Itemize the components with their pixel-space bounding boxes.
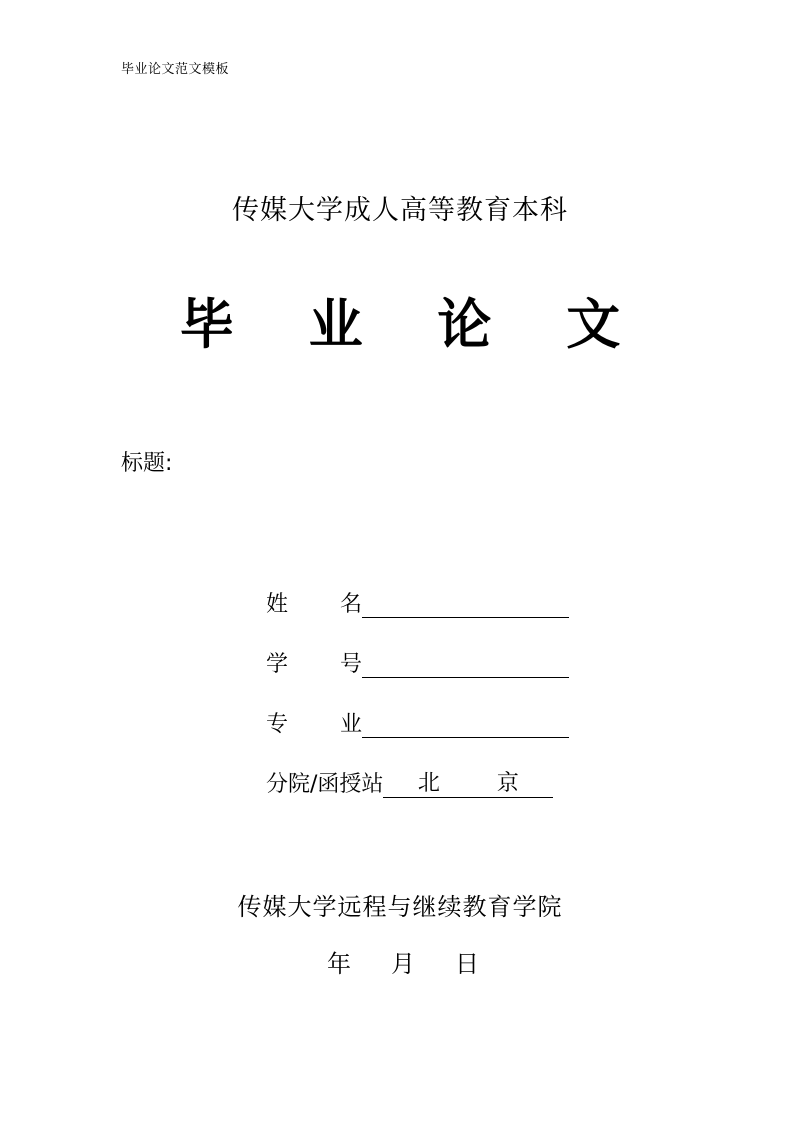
branch-row [266, 766, 553, 798]
subject-label: 标题: [121, 451, 173, 476]
date-line [327, 944, 479, 979]
major-field[interactable] [362, 709, 569, 738]
day-label: 日 [455, 950, 479, 978]
university-line: 传媒大学成人高等教育本科 [232, 195, 568, 226]
major-label-char1: 专 [266, 712, 289, 737]
student-id-field[interactable] [362, 649, 569, 678]
month-label: 月 [391, 950, 415, 978]
student-id-row [266, 646, 569, 678]
year-label: 年 [327, 950, 351, 978]
branch-field[interactable] [383, 770, 553, 798]
name-label-char1: 姓 [266, 592, 289, 617]
branch-value-char1: 北 [417, 771, 440, 796]
branch-label: 分院/函授站 [266, 772, 384, 797]
major-label-char2: 业 [339, 712, 362, 737]
student-id-label-char1: 学 [266, 652, 289, 677]
student-id-label-char2: 号 [339, 652, 362, 677]
name-row [266, 586, 569, 618]
college-line: 传媒大学远程与继续教育学院 [237, 893, 563, 921]
student-id-label [266, 647, 362, 678]
main-title: 毕 业 论 文 [179, 293, 649, 356]
name-label [266, 587, 362, 618]
major-label [266, 707, 362, 738]
branch-value-char2: 京 [496, 771, 519, 796]
major-row [266, 706, 569, 738]
name-field[interactable] [362, 589, 569, 618]
header-note: 毕业论文范文模板 [121, 62, 230, 77]
name-label-char2: 名 [339, 592, 362, 617]
